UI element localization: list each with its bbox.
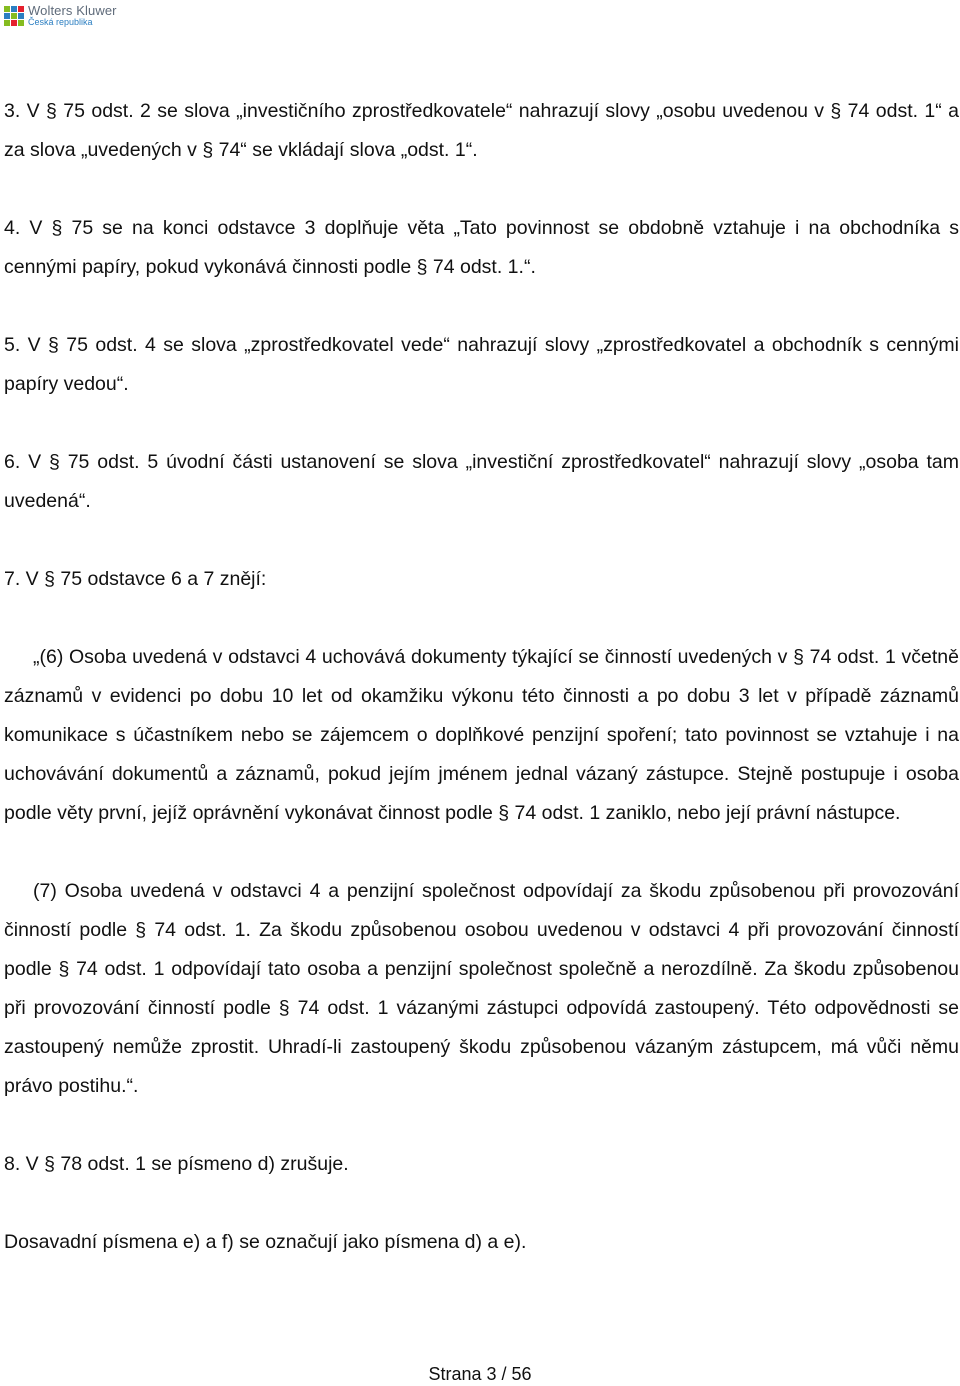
document-body	[4, 92, 959, 1262]
paragraph-item-5: 5. V § 75 odst. 4 se slova „zprostředkovatel vede“ nahrazují slovy „zprostředkovatel a obchodník s cennými papíry vedou“.	[4, 334, 959, 395]
paragraph-item-3: 3. V § 75 odst. 2 se slova „investičního zprostředkovatele“ nahrazují slovy „osobu uvedenou v § 74 odst. 1“ a za slova „uvedených v § 74“ se vkládají slova „odst. 1“.	[4, 100, 959, 161]
page-number: Strana 3 / 56	[428, 1364, 532, 1384]
wolters-kluwer-logo-icon	[4, 6, 24, 26]
paragraph-item-8: 8. V § 78 odst. 1 se písmeno d) zrušuje.	[4, 1153, 349, 1175]
brand-logo	[4, 4, 117, 27]
paragraph-subsection-7: (7) Osoba uvedená v odstavci 4 a penzijní společnost odpovídají za škodu způsobenou při provozování činností podle § 74 odst. 1. Za škodu způsobenou osobou uvedenou v odstavci 4 při provozování činností podle § 74 odst. 1 odpovídají tato osoba a penzijní společnost společně a nerozdílně. Za škodu způsobenou při provozování činností podle § 74 odst. 1 vázanými zástupci odpovídá zastoupený. Této odpovědnosti se zastoupený nemůže zprostit. Uhradí-li zastoupený škodu způsobenou vázaným zástupcem, má vůči němu právo postihu.“.	[4, 880, 959, 1097]
brand-subtitle: Česká republika	[28, 17, 93, 27]
paragraph-item-7: 7. V § 75 odstavce 6 a 7 znějí:	[4, 568, 267, 590]
brand-name: Wolters Kluwer	[28, 3, 117, 18]
paragraph-item-6: 6. V § 75 odst. 5 úvodní části ustanovení se slova „investiční zprostředkovatel“ nahrazují slovy „osoba tam uvedená“.	[4, 451, 959, 512]
paragraph-item-4: 4. V § 75 se na konci odstavce 3 doplňuje věta „Tato povinnost se obdobně vztahuje i na obchodníka s cennými papíry, pokud vykonává činnosti podle § 74 odst. 1.“.	[4, 217, 959, 278]
paragraph-closing-note: Dosavadní písmena e) a f) se označují jako písmena d) a e).	[4, 1231, 527, 1253]
paragraph-subsection-6: „(6) Osoba uvedená v odstavci 4 uchovává dokumenty týkající se činností uvedených v § 74 odst. 1 včetně záznamů v evidenci po dobu 10 let od okamžiku výkonu této činnosti a po dobu 3 let v případě záznamů komunikace s účastníkem nebo se zájemcem o doplňkové penzijní spoření; tato povinnost se vztahuje i na uchovávání dokumentů a záznamů, pokud jejím jménem jednal vázaný zástupce. Stejně postupuje i osoba podle věty první, jejíž oprávnění vykonávat činnost podle § 74 odst. 1 zaniklo, nebo její právní nástupce.	[4, 646, 959, 824]
